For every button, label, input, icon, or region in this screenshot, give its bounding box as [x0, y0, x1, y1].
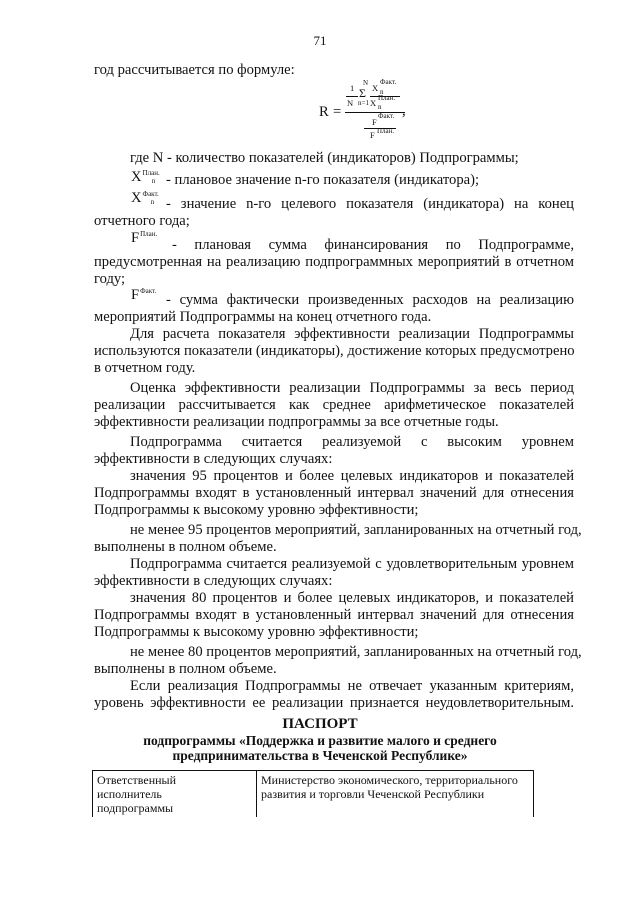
- body-line: значения 80 процентов и более целевых индикаторов, и показателей: [130, 590, 574, 606]
- passport-subtitle-2: предпринимательства в Чеченской Республике»: [172, 748, 468, 763]
- table-cell-left: подпрограммы: [97, 801, 174, 815]
- body-line: Оценка эффективности реализации Подпрограммы за весь период: [130, 380, 574, 396]
- def-f-fact-2: мероприятий Подпрограммы на конец отчетного года.: [94, 309, 432, 325]
- formula-r: R: [319, 104, 329, 120]
- def-n: где N - количество показателей (индикаторов) Подпрограммы;: [130, 150, 519, 166]
- def-x-fact: - значение n-го целевого показателя (индикатора) на конец: [166, 196, 574, 212]
- passport-table: [92, 770, 534, 817]
- body-line: Подпрограмма считается реализуемой с удовлетворительным уровнем: [130, 556, 574, 572]
- body-line: используются показатели (индикаторы), достижение которых предусмотрено: [94, 343, 575, 359]
- formula-comma: ,: [402, 103, 406, 119]
- def-f-plan-3: году;: [94, 271, 126, 287]
- body-line: эффективности в следующих случаях:: [94, 451, 333, 467]
- formula-intro: год рассчитывается по формуле:: [94, 62, 295, 78]
- x-plan-symbol: $X^{План.}_n$: [131, 169, 160, 185]
- body-line: эффективности реализации подпрограммы за все отчетные годы.: [94, 414, 499, 430]
- formula-sum-top: N: [363, 79, 369, 87]
- page-number: 71: [313, 33, 327, 48]
- passport-subtitle-1: подпрограммы «Поддержка и развитие малого и среднего: [143, 733, 497, 748]
- table-divider: [256, 771, 257, 817]
- table-cell-right: развития и торговли Чеченской Республики: [261, 787, 485, 801]
- body-line: Подпрограммы к высокому уровню эффективности;: [94, 624, 419, 640]
- body-line: не менее 80 процентов мероприятий, запланированных на отчетный год,: [130, 644, 582, 660]
- table-cell-right: Министерство экономического, территориального: [261, 773, 518, 787]
- f-plan-symbol: $F^{План.}$: [131, 230, 158, 246]
- body-line: Для расчета показателя эффективности реализации Подпрограммы: [130, 326, 574, 342]
- formula-sum-bottom: n=1: [358, 99, 369, 107]
- body-line: Подпрограммы к высокому уровню эффективности;: [94, 502, 419, 518]
- def-x-plan: - плановое значение n-го показателя (индикатора);: [166, 172, 480, 188]
- body-line: эффективности в следующих случаях:: [94, 573, 333, 589]
- formula-main-bar: [345, 112, 405, 113]
- formula-x-fact-sup: Факт.: [380, 78, 397, 86]
- def-x-fact-2: отчетного года;: [94, 213, 190, 229]
- formula-f-plan: F: [370, 130, 375, 140]
- body-line: Подпрограммы входят в установленный интервал значений для отнесения: [94, 485, 574, 501]
- formula-one: 1: [350, 83, 355, 93]
- formula-one-over-n-bar: [346, 96, 358, 97]
- body-line: Подпрограмма считается реализуемой с высоким уровнем: [130, 434, 574, 450]
- x-fact-symbol: $X^{Факт.}_n$: [131, 190, 159, 206]
- formula-x-fact: X: [372, 83, 379, 93]
- def-f-plan-2: предусмотренная на реализацию подпрограммных мероприятий в отчетном: [94, 254, 574, 270]
- body-line: в отчетном году.: [94, 360, 196, 376]
- f-fact-symbol: $F^{Факт.}$: [131, 287, 157, 303]
- formula-f-fact-sup: Факт.: [378, 112, 395, 120]
- formula-x-plan-sub: n: [378, 103, 382, 111]
- formula-sigma: Σ: [359, 86, 366, 100]
- formula-x-plan: X: [370, 98, 377, 108]
- body-line: реализации рассчитывается как среднее арифметическое показателей: [94, 397, 574, 413]
- body-line: выполнены в полном объеме.: [94, 661, 277, 677]
- body-line: не менее 95 процентов мероприятий, запланированных на отчетный год,: [130, 522, 582, 538]
- formula-f-plan-sup: План.: [377, 127, 395, 135]
- formula-x-plan-sup: План.: [378, 94, 396, 102]
- def-f-plan: - плановая сумма финансирования по Подпрограмме,: [172, 237, 574, 253]
- def-f-fact: - сумма фактически произведенных расходов на реализацию: [166, 292, 574, 308]
- table-cell-left: Ответственный: [97, 773, 177, 787]
- body-line: Подпрограммы входят в установленный интервал значений для отнесения: [94, 607, 574, 623]
- formula-equals: =: [333, 104, 342, 120]
- body-line: выполнены в полном объеме.: [94, 539, 277, 555]
- formula-n: N: [347, 98, 354, 108]
- table-cell-left: исполнитель: [97, 787, 162, 801]
- passport-title: ПАСПОРТ: [282, 716, 358, 732]
- formula-x-fact-sub: n: [380, 88, 384, 96]
- body-line: значения 95 процентов и более целевых индикаторов и показателей: [130, 468, 574, 484]
- body-line: Если реализация Подпрограммы не отвечает указанным критериям,: [130, 678, 574, 694]
- formula-f-fact: F: [372, 117, 377, 127]
- body-line: уровень эффективности ее реализации признается неудовлетворительным.: [94, 695, 574, 711]
